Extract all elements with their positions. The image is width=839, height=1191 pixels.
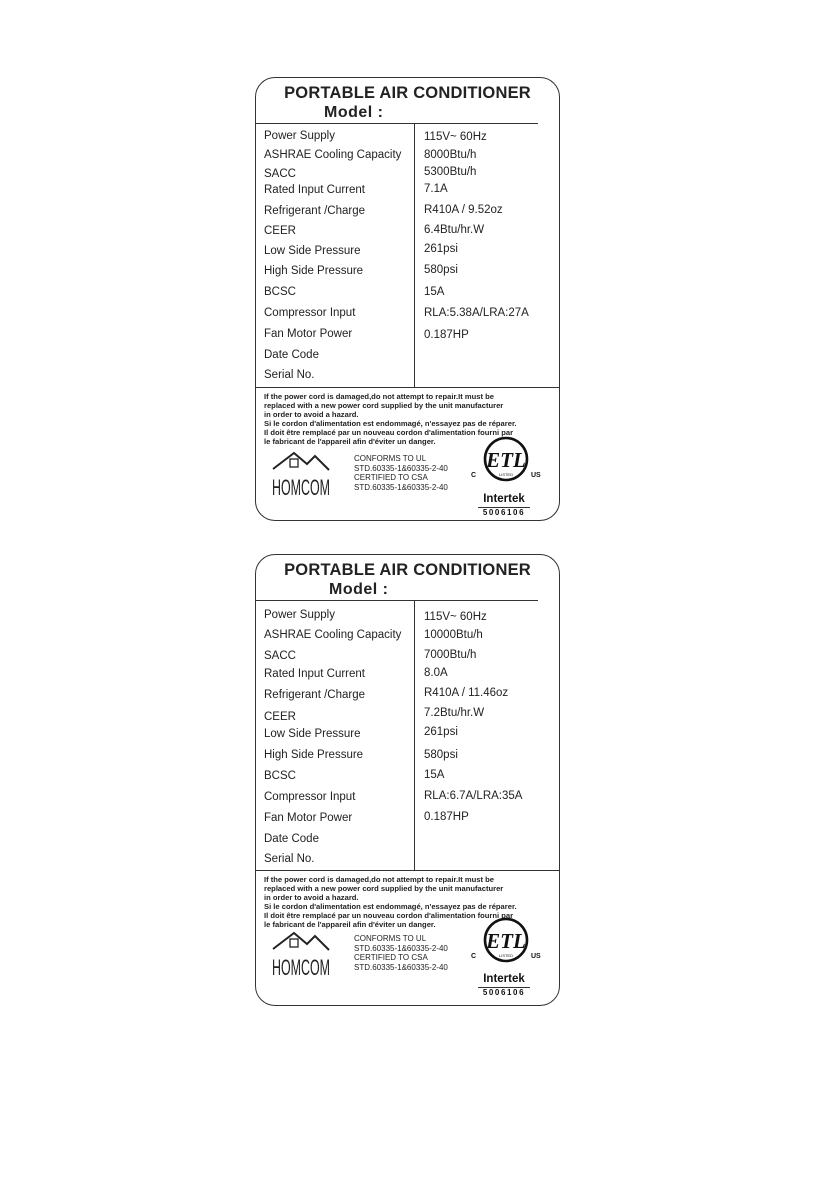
etl-letters: ETL: [486, 929, 526, 953]
spec-name: Refrigerant /Charge: [264, 205, 365, 217]
warning-line: If the power cord is damaged,do not attempt to repair.It must be: [264, 875, 494, 884]
logo-brand-text: HOMCOM: [272, 475, 330, 500]
spec-value: R410A / 9.52oz: [424, 204, 503, 216]
spec-name: Rated Input Current: [264, 184, 366, 196]
cert-line: CONFORMS TO UL: [354, 454, 427, 463]
warning-line: replaced with a new power cord supplied by the unit manufacturer: [264, 884, 504, 893]
warning-line: le fabricant de l'appareil afin d'éviter un danger.: [264, 437, 436, 446]
spec-name: SACC: [264, 650, 296, 662]
spec-value: 7.1A: [424, 183, 448, 195]
spec-name: ASHRAE Cooling Capacity: [264, 629, 402, 641]
spec-value: 7.2Btu/hr.W: [424, 707, 485, 719]
spec-value: 6.4Btu/hr.W: [424, 224, 485, 236]
spec-name: High Side Pressure: [264, 749, 364, 761]
spec-value: 261psi: [424, 243, 458, 255]
certification-text: [354, 934, 448, 972]
spec-name: Compressor Input: [264, 307, 356, 319]
spec-value: 8.0A: [424, 667, 448, 679]
model-label: Model :: [324, 104, 384, 121]
etl-listed-mark: [464, 915, 548, 967]
warning-line: replaced with a new power cord supplied by the unit manufacturer: [264, 401, 504, 410]
cert-line: STD.60335-1&60335-2-40: [354, 463, 448, 473]
spec-name: CEER: [264, 711, 296, 723]
spec-value: 7000Btu/h: [424, 649, 477, 661]
spec-label-1: [255, 77, 560, 521]
spec-name: CEER: [264, 225, 296, 237]
etl-c-text: C: [471, 472, 477, 479]
homcom-logo: [271, 931, 331, 979]
spec-value: R410A / 11.46oz: [424, 687, 509, 699]
table-divider: [414, 600, 415, 870]
model-underline: [256, 600, 538, 601]
spec-value: 580psi: [424, 264, 458, 276]
warning-line: in order to avoid a hazard.: [264, 410, 359, 419]
cert-line: CERTIFIED TO CSA: [354, 953, 428, 963]
cert-line: STD.60335-1&60335-2-40: [354, 482, 448, 492]
spec-value: 10000Btu/h: [424, 629, 483, 641]
cert-line: STD.60335-1&60335-2-40: [354, 962, 448, 972]
cert-line: STD.60335-1&60335-2-40: [354, 943, 448, 953]
spec-name: High Side Pressure: [264, 265, 364, 277]
spec-name: Power Supply: [264, 130, 335, 142]
spec-name: SACC: [264, 168, 296, 180]
logo-roof: [273, 453, 329, 470]
etl-us-text: US: [531, 472, 541, 479]
spec-name: Serial No.: [264, 853, 315, 865]
cert-line: CONFORMS TO UL: [354, 934, 427, 943]
warning-line: in order to avoid a hazard.: [264, 893, 359, 902]
etl-listed-text: LISTED: [498, 953, 514, 958]
warning-line: If the power cord is damaged,do not attempt to repair.It must be: [264, 392, 494, 401]
certification-text: [354, 454, 448, 492]
warning-line: Si le cordon d'alimentation est endommagé, n'essayez pas de réparer.: [264, 902, 517, 911]
spec-name: Fan Motor Power: [264, 328, 353, 340]
table-bottom-line: [256, 387, 559, 388]
spec-name: ASHRAE Cooling Capacity: [264, 149, 402, 161]
spec-name: Refrigerant /Charge: [264, 689, 365, 701]
label-title: PORTABLE AIR CONDITIONER: [284, 561, 531, 579]
spec-value: 0.187HP: [424, 329, 469, 341]
spec-name: Power Supply: [264, 609, 335, 621]
model-underline: [256, 123, 538, 124]
logo-chimney-window: [290, 459, 298, 467]
table-bottom-line: [256, 870, 559, 871]
etl-listed-mark: [464, 434, 548, 486]
warning-line: Il doit être remplacé par un nouveau cordon d'alimentation fourni par: [264, 911, 514, 920]
spec-name: Date Code: [264, 349, 319, 361]
spec-name: Date Code: [264, 833, 319, 845]
spec-name: Low Side Pressure: [264, 728, 361, 740]
logo-roof: [273, 933, 329, 950]
spec-name: Low Side Pressure: [264, 245, 361, 257]
spec-value: 8000Btu/h: [424, 149, 477, 161]
spec-name: Fan Motor Power: [264, 812, 353, 824]
spec-value: 580psi: [424, 749, 458, 761]
spec-value: 0.187HP: [424, 811, 469, 823]
intertek-wordmark: Intertek: [483, 973, 525, 985]
etl-us-text: US: [531, 953, 541, 960]
spec-value: 15A: [424, 286, 445, 298]
spec-value: 15A: [424, 769, 445, 781]
spec-name: Serial No.: [264, 369, 315, 381]
warning-line: Il doit être remplacé par un nouveau cordon d'alimentation fourni par: [264, 428, 514, 437]
warning-line: le fabricant de l'appareil afin d'éviter un danger.: [264, 920, 436, 929]
label-title: PORTABLE AIR CONDITIONER: [284, 84, 531, 102]
cert-line: CERTIFIED TO CSA: [354, 473, 428, 483]
spec-value: RLA:6.7A/LRA:35A: [424, 790, 523, 802]
warning-line: Si le cordon d'alimentation est endommagé, n'essayez pas de réparer.: [264, 419, 517, 428]
intertek-number: 5006106: [482, 988, 526, 997]
spec-value: 5300Btu/h: [424, 166, 477, 178]
spec-label-2: [255, 554, 560, 1006]
spec-value: 115V~ 60Hz: [424, 131, 487, 143]
etl-listed-text: LISTED: [498, 472, 514, 477]
spec-name: BCSC: [264, 770, 296, 782]
table-divider: [414, 123, 415, 387]
logo-brand-text: HOMCOM: [272, 955, 330, 980]
spec-value: 115V~ 60Hz: [424, 611, 487, 623]
etl-letters: ETL: [486, 448, 526, 472]
spec-value: RLA:5.38A/LRA:27A: [424, 307, 529, 319]
etl-c-text: C: [471, 953, 477, 960]
spec-value: 261psi: [424, 726, 458, 738]
model-label: Model :: [329, 581, 389, 598]
spec-name: Rated Input Current: [264, 668, 366, 680]
intertek-wordmark: Intertek: [483, 493, 525, 505]
spec-name: BCSC: [264, 286, 296, 298]
spec-name: Compressor Input: [264, 791, 356, 803]
homcom-logo: [271, 451, 331, 499]
intertek-number: 5006106: [482, 508, 526, 517]
logo-chimney-window: [290, 939, 298, 947]
